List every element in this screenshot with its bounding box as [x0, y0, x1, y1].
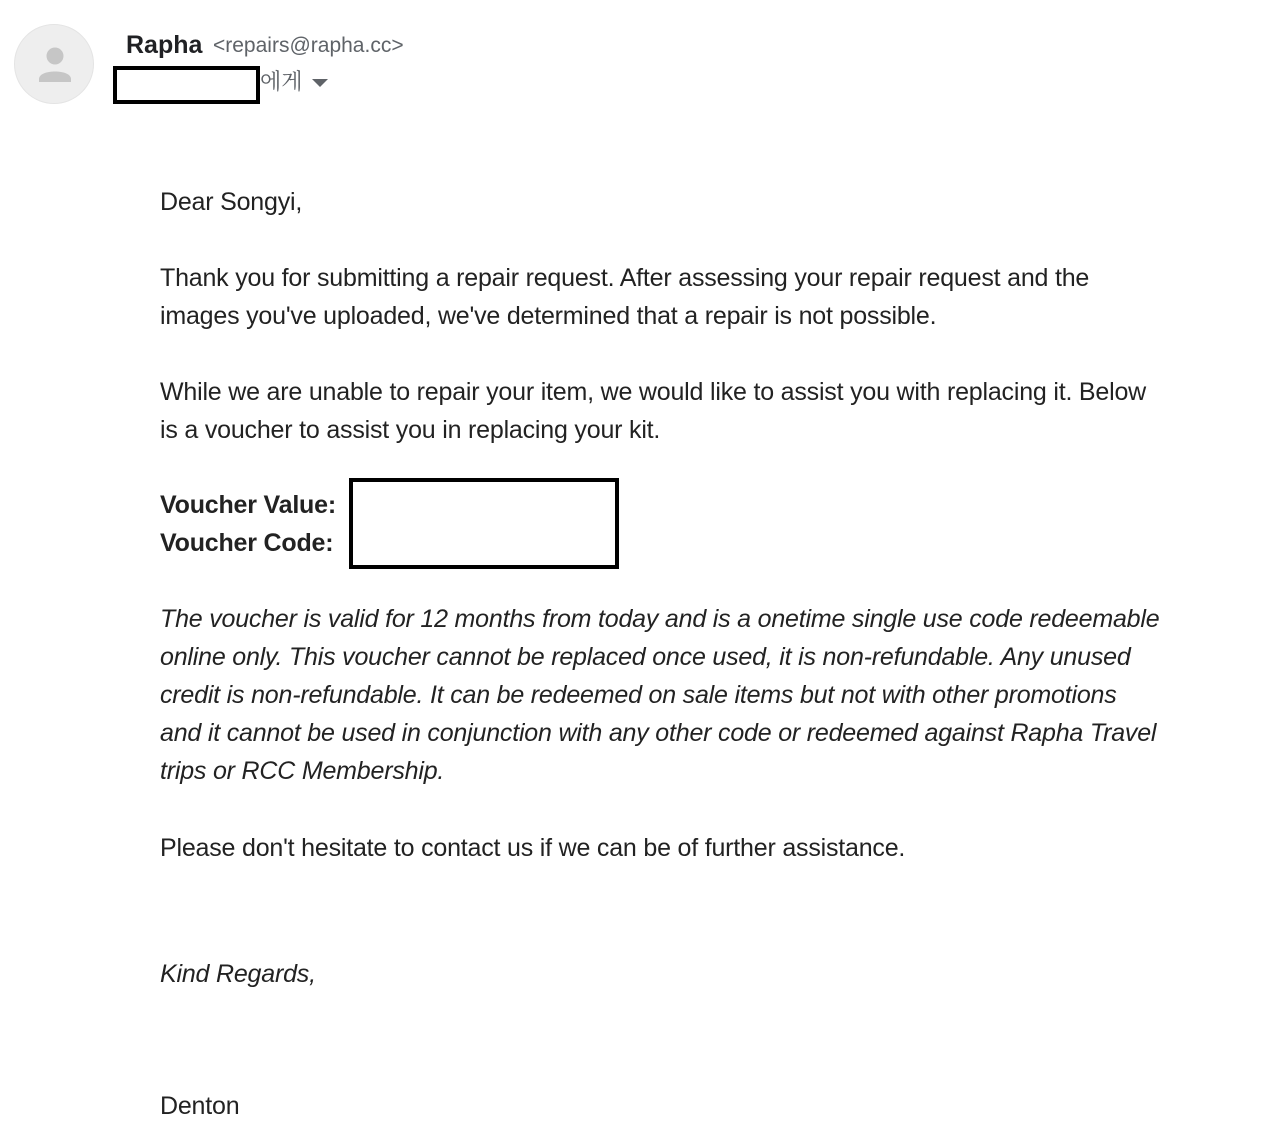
recipient-redaction-box [113, 66, 260, 104]
closing-line: Please don't hesitate to contact us if we can be of further assistance. [160, 834, 906, 862]
paragraph-2-line-1: While we are unable to repair your item, we would like to assist you with replacing it. Below [160, 378, 1147, 406]
person-icon [15, 25, 94, 104]
terms-line-3: credit is non-refundable. It can be redeemed on sale items but not with other promotions [160, 681, 1117, 709]
paragraph-1-line-2: images you've uploaded, we've determined that a repair is not possible. [160, 302, 937, 330]
paragraph-2-line-2: is a voucher to assist you in replacing your kit. [160, 416, 661, 444]
sender-email: <repairs@rapha.cc> [213, 34, 404, 57]
greeting: Dear Songyi, [160, 188, 303, 216]
recipient-suffix: 에게 [260, 69, 303, 94]
terms-line-4: and it cannot be used in conjunction with any other code or redeemed against Rapha Travel [160, 719, 1157, 747]
caret-down-icon[interactable] [312, 79, 328, 87]
voucher-value-label: Voucher Value: [160, 491, 336, 519]
avatar[interactable] [14, 24, 94, 104]
signature: Denton [160, 1092, 240, 1120]
terms-line-1: The voucher is valid for 12 months from today and is a onetime single use code redeemable [160, 605, 1160, 633]
terms-line-5: trips or RCC Membership. [160, 757, 445, 785]
paragraph-1-line-1: Thank you for submitting a repair request. After assessing your repair request and the [160, 264, 1090, 292]
regards: Kind Regards, [160, 960, 316, 988]
sender-name: Rapha [126, 31, 203, 59]
voucher-redaction-box [349, 478, 619, 569]
terms-line-2: online only. This voucher cannot be replaced once used, it is non-refundable. Any unused [160, 643, 1131, 671]
voucher-code-label: Voucher Code: [160, 529, 334, 557]
